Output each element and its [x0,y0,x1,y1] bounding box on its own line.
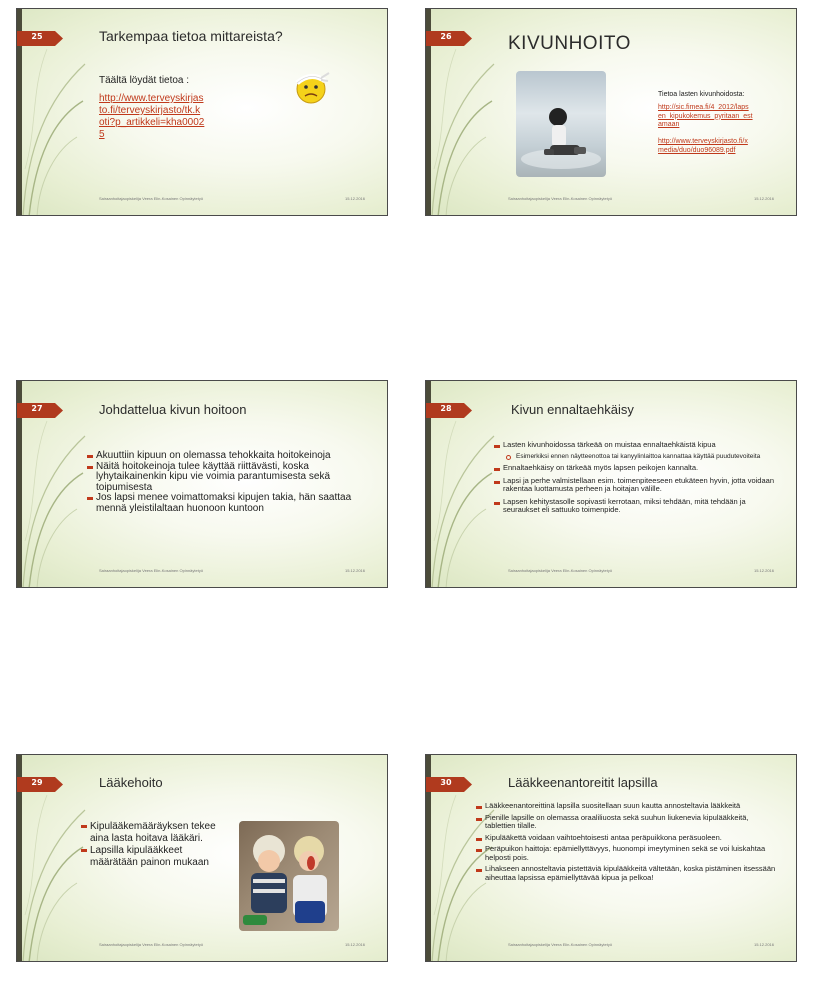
slide-number-badge: 27 [17,403,63,418]
list-item: Kipulääkettä voidaan vaihtoehtoisesti antaa peräpuikkona peräsuoleen. [476,834,776,843]
slide-number-badge: 25 [17,31,63,46]
slide-date: 15.12.2016 [753,568,774,573]
list-item: Lapsi ja perhe valmistellaan esim. toimenpiteeseen etukäteen hyvin, jotta voidaan rakentaa luottamusta perheen ja hoitajan välille. [494,477,784,494]
slide-footer: Sairaanhoitajaopiskelija Veera Elin-Kosainen Opinnäytetyö [508,568,613,573]
slide-26[interactable] [425,8,797,216]
slide-29[interactable] [16,754,388,962]
list-item: Lääkkeenantoreittinä lapsilla suositellaan suun kautta annosteltavia lääkkeitä [476,802,776,811]
slide-25[interactable] [16,8,388,216]
bullet-list [494,441,784,515]
slide-30[interactable] [425,754,797,962]
slide-date: 15.12.2016 [344,568,365,573]
list-item: Akuuttiin kipuun on olemassa tehokkaita hoitokeinoja [87,451,377,462]
slide-28[interactable] [425,380,797,588]
slide-number-badge: 28 [426,403,472,418]
list-item: Kipulääkemääräyksen tekee aina lasta hoitava lääkäri. [81,821,221,844]
fimea-link[interactable]: http://sic.fimea.fi/4_2012/laps en_kipukokemus_pyritaan_est amaan [658,104,753,128]
list-item: Ennaltaehkäisy on tärkeää myös lapsen peikojen kannalta. [494,464,784,473]
slide-footer: Sairaanhoitajaopiskelija Veera Elin-Kosainen Opinnäytetyö [99,942,204,947]
info-label: Tietoa lasten kivunhoidosta: [658,91,745,98]
sub-list-item: Esimerkiksi ennen näytteenottoa tai kanyylinlaittoa kannattaa käyttää puudutevoiteita [494,453,784,461]
slide-footer: Sairaanhoitajaopiskelija Veera Elin-Kosainen Opinnäytetyö [508,942,613,947]
slide-title: Tarkempaa tietoa mittareista? [99,28,283,44]
slide-footer: Sairaanhoitajaopiskelija Veera Elin-Kosainen Opinnäytetyö [508,196,613,201]
list-item: Jos lapsi menee voimattomaksi kipujen takia, hän saattaa mennä yleistilaltaan huonoon kuntoon [87,493,377,514]
bullet-list [87,451,377,514]
intro-text: Täältä löydät tietoa : [99,75,190,86]
list-item: Lapsen kehitystasolle sopivasti kerrotaan, miksi tehdään, mitä tehdään ja seuraukset eli sattuuko toimenpide. [494,498,784,515]
child-on-ice-photo [516,71,606,177]
list-item: Lasten kivunhoidossa tärkeää on muistaa ennaltaehkäistä kipua [494,441,784,450]
bullet-list [81,821,221,868]
slide-date: 15.12.2016 [753,196,774,201]
slide-title: Kivun ennaltaehkäisy [511,402,634,417]
slide-number-badge: 30 [426,777,472,792]
slide-date: 15.12.2016 [753,942,774,947]
list-item: Lapsilla kipulääkkeet määrätään painon mukaan [81,845,221,868]
list-item: Peräpuikon haittoja: epämiellyttävyys, huonompi imeytyminen sekä se voi luiskahtaa helposti pois. [476,845,776,862]
slide-number-badge: 26 [426,31,472,46]
slide-title: KIVUNHOITO [508,33,631,54]
slide-date: 15.12.2016 [344,942,365,947]
list-item: Pienille lapsille on olemassa oraaliliuosta sekä suuhun liukenevia kipulääkkeitä, tablettien tilalle. [476,814,776,831]
children-photo [239,821,339,931]
terveyskirjasto-link[interactable]: http://www.terveyskirjas to.fi/terveyskirjasto/tk.k oti?p_artikkeli=kha0002 5 [99,93,205,140]
duodecim-link[interactable]: http://www.terveyskirjasto.fi/x media/duo/duo96089.pdf [658,138,748,154]
slide-title: Lääkkeenantoreitit lapsilla [508,775,658,790]
slide-27[interactable] [16,380,388,588]
slide-title: Lääkehoito [99,775,163,790]
slide-title: Johdattelua kivun hoitoon [99,402,247,417]
slide-footer: Sairaanhoitajaopiskelija Veera Elin-Kosainen Opinnäytetyö [99,196,204,201]
slide-date: 15.12.2016 [344,196,365,201]
bullet-list [476,802,776,882]
list-item: Lihakseen annosteltavia pistettäviä kipulääkkeitä vältetään, koska pistäminen itsessään aiheuttaa lapsissa epämiellyttävää kipua ja pelkoa! [476,865,776,882]
sick-smiley-icon [291,69,331,105]
list-item: Näitä hoitokeinoja tulee käyttää riittävästi, koska lyhytaikainenkin kipu vie voimia parantumisesta sekä toipumisesta [87,462,377,494]
slide-footer: Sairaanhoitajaopiskelija Veera Elin-Kosainen Opinnäytetyö [99,568,204,573]
slide-number-badge: 29 [17,777,63,792]
